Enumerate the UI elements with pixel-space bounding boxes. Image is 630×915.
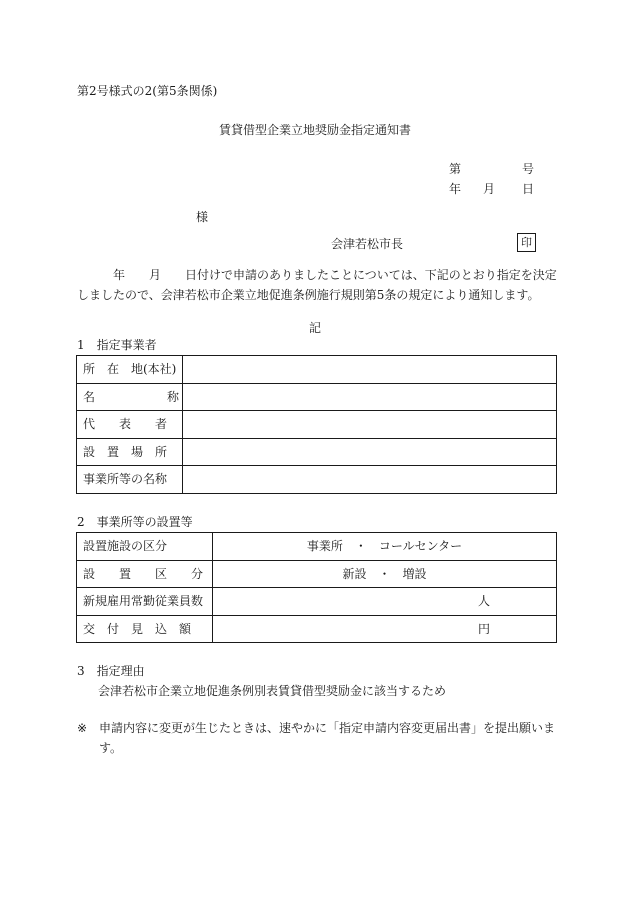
ki-heading: 記	[308, 321, 321, 335]
form-number: 第2号様式の2(第5条関係)	[77, 84, 218, 98]
designated-business-table	[76, 355, 557, 494]
row-value-address	[183, 356, 557, 384]
row-label-new-employees: 新規雇用常勤従業員数	[77, 588, 213, 616]
row-value-office-name	[183, 466, 557, 494]
table-row	[77, 588, 557, 616]
row-label-name: 名 称	[77, 383, 183, 411]
date-month: 月	[483, 182, 496, 196]
date-day: 日	[522, 182, 535, 196]
designation-reason: 会津若松市企業立地促進条例別表賃貸借型奨励金に該当するため	[98, 684, 447, 698]
doc-number-suffix: 号	[522, 162, 535, 176]
row-value-facility-type: 事業所 ・ コールセンター	[213, 533, 557, 561]
notice-body	[77, 265, 558, 305]
row-unit-yen: 円	[213, 615, 557, 643]
note-line-1: 申請内容に変更が生じたときは、速やかに「指定申請内容変更届出書」を提出願いま	[99, 721, 556, 735]
row-value-representative	[183, 411, 557, 439]
table-row	[77, 560, 557, 588]
row-value-location	[183, 438, 557, 466]
facility-table	[76, 532, 557, 643]
row-unit-persons: 人	[213, 588, 557, 616]
table-row	[77, 466, 557, 494]
table-row	[77, 383, 557, 411]
issuer-name: 会津若松市長	[331, 237, 404, 251]
table-row	[77, 533, 557, 561]
row-label-facility-type: 設置施設の区分	[77, 533, 213, 561]
row-label-office-name: 事業所等の名称	[77, 466, 183, 494]
section3-heading: 3 指定理由	[77, 664, 145, 678]
note-line-2: す。	[99, 741, 123, 755]
row-label-installation-type: 設 置 区 分	[77, 560, 213, 588]
row-label-grant-amount: 交 付 見 込 額	[77, 615, 213, 643]
table-row	[77, 411, 557, 439]
section2-heading: 2 事業所等の設置等	[77, 515, 193, 529]
date-year: 年	[449, 182, 462, 196]
table-row	[77, 615, 557, 643]
row-value-installation-type: 新設 ・ 増設	[213, 560, 557, 588]
notice-body-line-2: しましたので、会津若松市企業立地促進条例施行規則第5条の規定により通知します。	[77, 288, 540, 302]
addressee-suffix: 様	[196, 210, 209, 224]
doc-number-prefix: 第	[449, 162, 462, 176]
note-mark: ※	[77, 721, 88, 735]
notice-body-line-1: 年 月 日付けで申請のありましたことについては、下記のとおり指定を決定	[113, 268, 557, 282]
row-label-location: 設 置 場 所	[77, 438, 183, 466]
row-label-address: 所 在 地(本社)	[77, 356, 183, 384]
row-label-representative: 代 表 者	[77, 411, 183, 439]
table-row	[77, 438, 557, 466]
row-value-name	[183, 383, 557, 411]
seal-mark: 印	[517, 233, 536, 252]
section1-heading: 1 指定事業者	[77, 338, 157, 352]
document-title: 賃貸借型企業立地奨励金指定通知書	[218, 123, 411, 137]
table-row	[77, 356, 557, 384]
